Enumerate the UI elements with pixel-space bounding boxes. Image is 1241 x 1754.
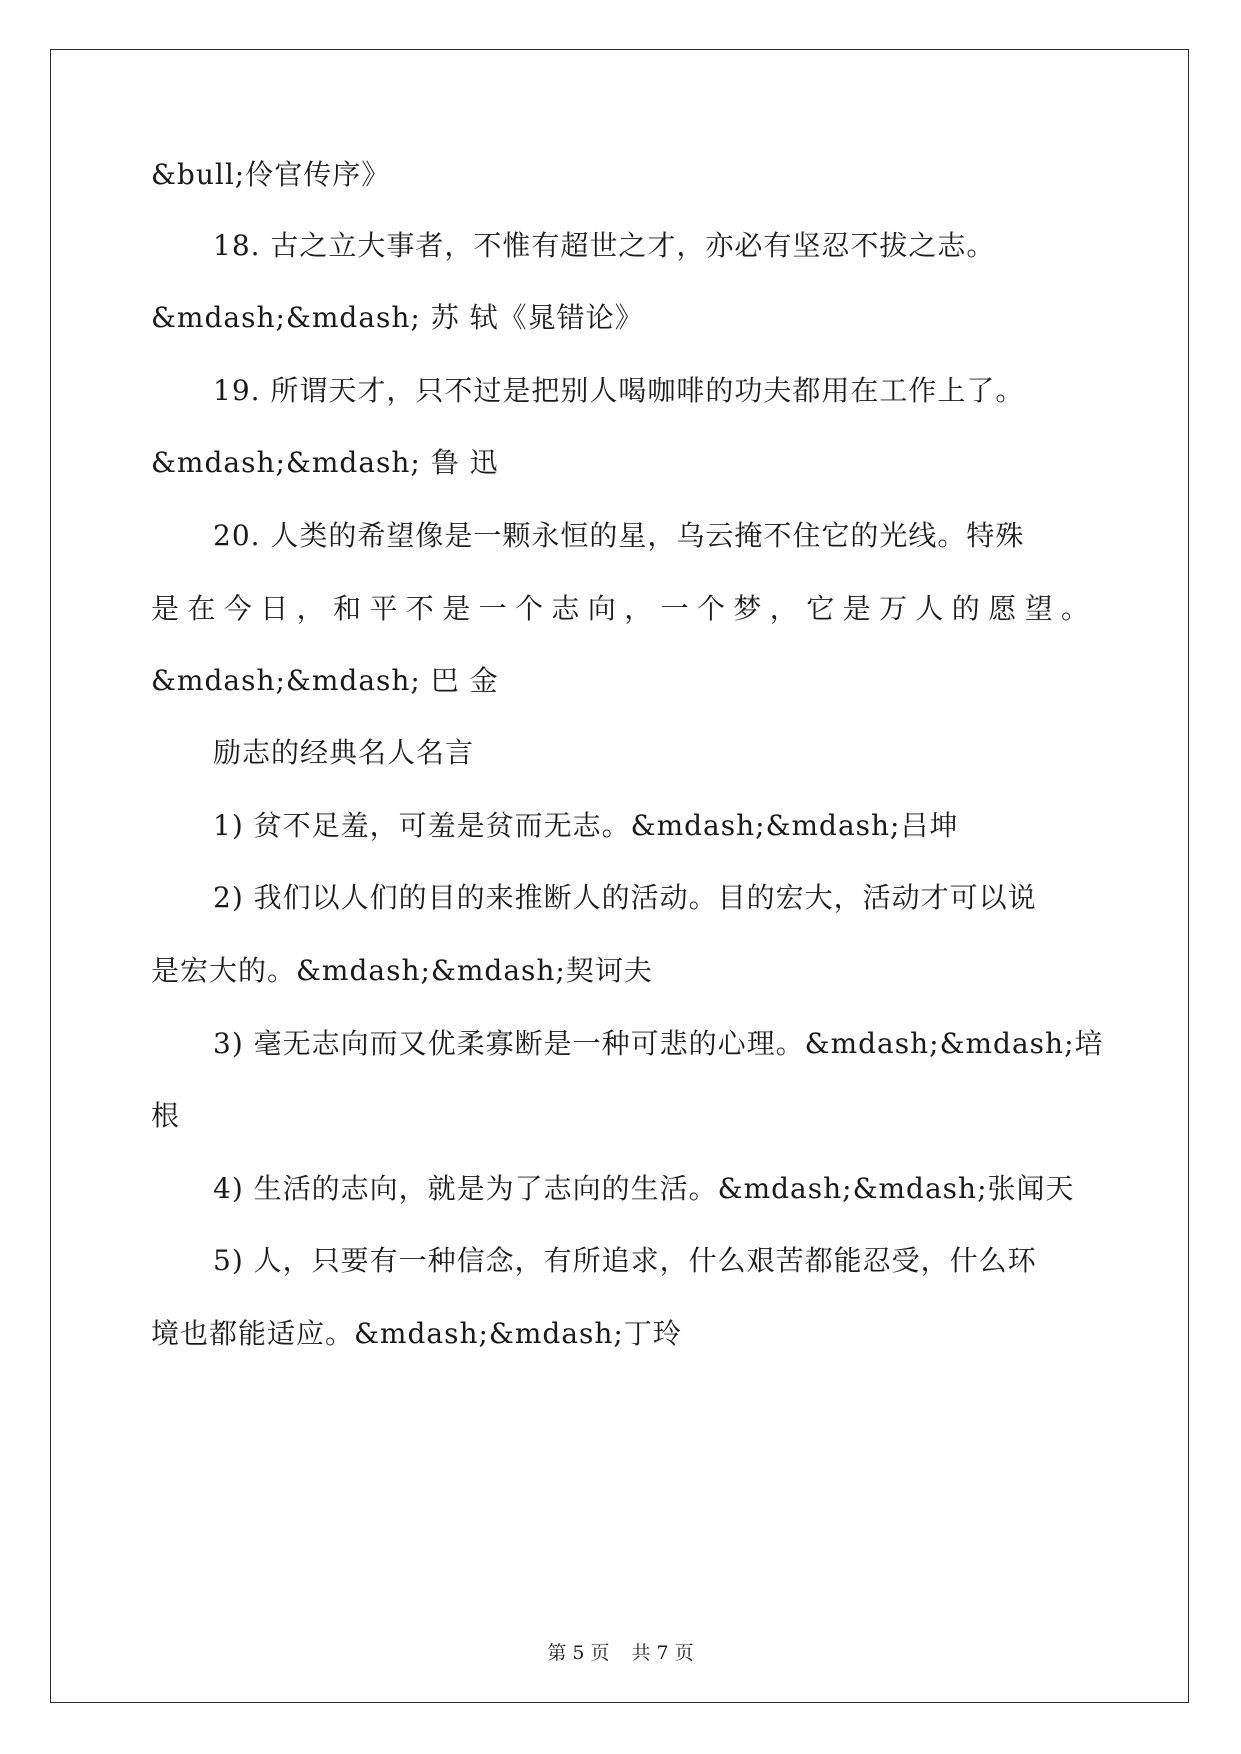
quote-19-line-1: 19. 所谓天才，只不过是把别人喝咖啡的功夫都用在工作上了。	[213, 374, 1025, 407]
quote-18-attribution: &mdash;&mdash; 苏 轼《晁错论》	[151, 301, 644, 334]
quote-20-line-1: 20. 人类的希望像是一颗永恒的星，乌云掩不住它的光线。特殊	[213, 519, 1025, 552]
quote-19-attribution: &mdash;&mdash; 鲁 迅	[151, 446, 499, 479]
quote-2-line-1: 2) 我们以人们的目的来推断人的活动。目的宏大，活动才可以说	[213, 881, 1037, 914]
total-pages: 共 7 页	[631, 1642, 694, 1664]
quote-5-line-2: 境也都能适应。&mdash;&mdash;丁玲	[151, 1317, 682, 1350]
section-heading: 励志的经典名人名言	[213, 736, 475, 769]
quote-1: 1) 贫不足羞，可羞是贫而无志。&mdash;&mdash;吕坤	[213, 809, 959, 842]
quote-20-line-2: 是在今日，和平不是一个志向，一个梦，它是万人的愿望。	[151, 592, 1090, 625]
quote-18-line-1: 18. 古之立大事者，不惟有超世之才，亦必有坚忍不拔之志。	[213, 229, 996, 262]
quote-20-attribution: &mdash;&mdash; 巴 金	[151, 664, 499, 697]
page-number: 第 5 页	[547, 1642, 610, 1664]
page-footer	[0, 1641, 1241, 1665]
quote-5-line-1: 5) 人，只要有一种信念，有所追求，什么艰苦都能忍受，什么环	[213, 1244, 1037, 1277]
text-line-1: &bull;伶官传序》	[151, 158, 391, 191]
quote-4: 4) 生活的志向，就是为了志向的生活。&mdash;&mdash;张闻天	[213, 1172, 1075, 1205]
quote-2-line-2: 是宏大的。&mdash;&mdash;契诃夫	[151, 954, 653, 987]
quote-3-line-1: 3) 毫无志向而又优柔寡断是一种可悲的心理。&mdash;&mdash;培	[213, 1027, 1104, 1060]
quote-3-line-2: 根	[151, 1099, 181, 1132]
